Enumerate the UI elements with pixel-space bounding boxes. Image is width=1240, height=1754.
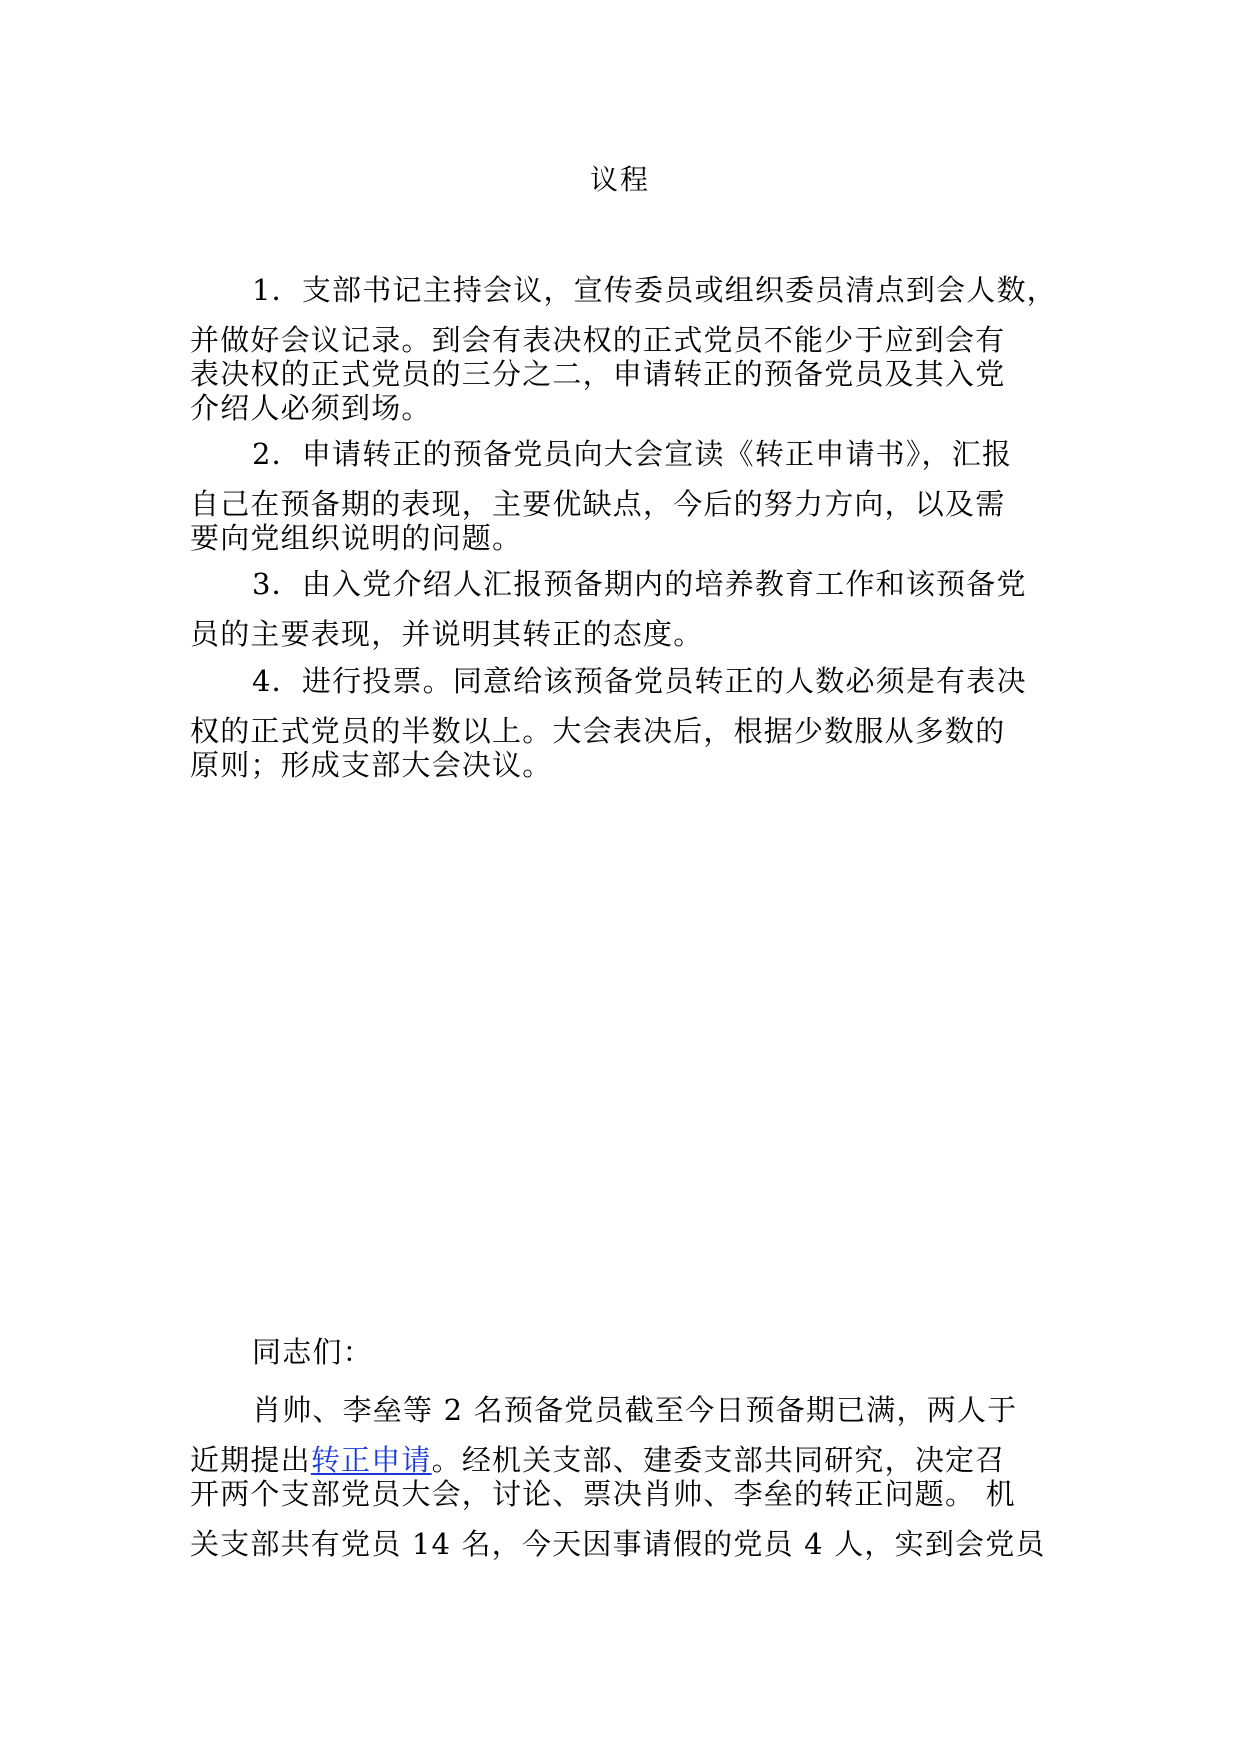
speech-greeting: 同志们： [252, 1335, 373, 1369]
speech-line-4: 关支部共有党员 14 名，今天因事请假的党员 4 人，实到会党员 [190, 1527, 1046, 1561]
speech-line-2-prefix: 近期提出 [190, 1443, 311, 1477]
speech-paragraph [190, 1393, 1056, 1561]
agenda-item-2 [190, 437, 1056, 555]
agenda-item-3 [190, 567, 1056, 651]
agenda-item-4-line-2: 权的正式党员的半数以上。大会表决后，根据少数服从多数的 [190, 714, 1006, 748]
agenda-item-4-line-3: 原则；形成支部大会决议。 [190, 748, 553, 782]
agenda-item-1-line-2: 并做好会议记录。到会有表决权的正式党员不能少于应到会有 [190, 323, 1006, 357]
agenda-item-2-line-3: 要向党组织说明的问题。 [190, 521, 523, 555]
speech-line-3: 开两个支部党员大会，讨论、票决肖帅、李垒的转正问题。 机 [190, 1477, 1016, 1511]
agenda-item-1-line-3: 表决权的正式党员的三分之二，申请转正的预备党员及其入党 [190, 357, 1006, 391]
agenda-item-1 [190, 273, 1056, 425]
agenda-item-1-line-4: 介绍人必须到场。 [190, 391, 432, 425]
transfer-application-link[interactable]: 转正申请 [310, 1443, 432, 1477]
agenda-item-3-line-2: 员的主要表现，并说明其转正的态度。 [190, 617, 704, 651]
agenda-item-2-line-1: 2．申请转正的预备党员向大会宣读《转正申请书》，汇报 [252, 437, 1013, 471]
page-title: 议程 [589, 163, 650, 196]
agenda-item-4-line-1: 4．进行投票。同意给该预备党员转正的人数必须是有表决 [252, 664, 1027, 698]
speech-line-1: 肖帅、李垒等 2 名预备党员截至今日预备期已满，两人于 [252, 1393, 1018, 1427]
agenda-item-1-line-1: 1．支部书记主持会议，宣传委员或组织委员清点到会人数， [252, 273, 1057, 307]
speech-greeting-block [190, 1335, 1056, 1369]
speech-line-2-suffix: 。经机关支部、建委支部共同研究，决定召 [431, 1443, 1006, 1477]
agenda-item-4 [190, 664, 1056, 782]
agenda-item-3-line-1: 3．由入党介绍人汇报预备期内的培养教育工作和该预备党 [252, 567, 1027, 601]
agenda-item-2-line-2: 自己在预备期的表现，主要优缺点，今后的努力方向，以及需 [190, 487, 1006, 521]
speech-line-2 [190, 1443, 1056, 1477]
